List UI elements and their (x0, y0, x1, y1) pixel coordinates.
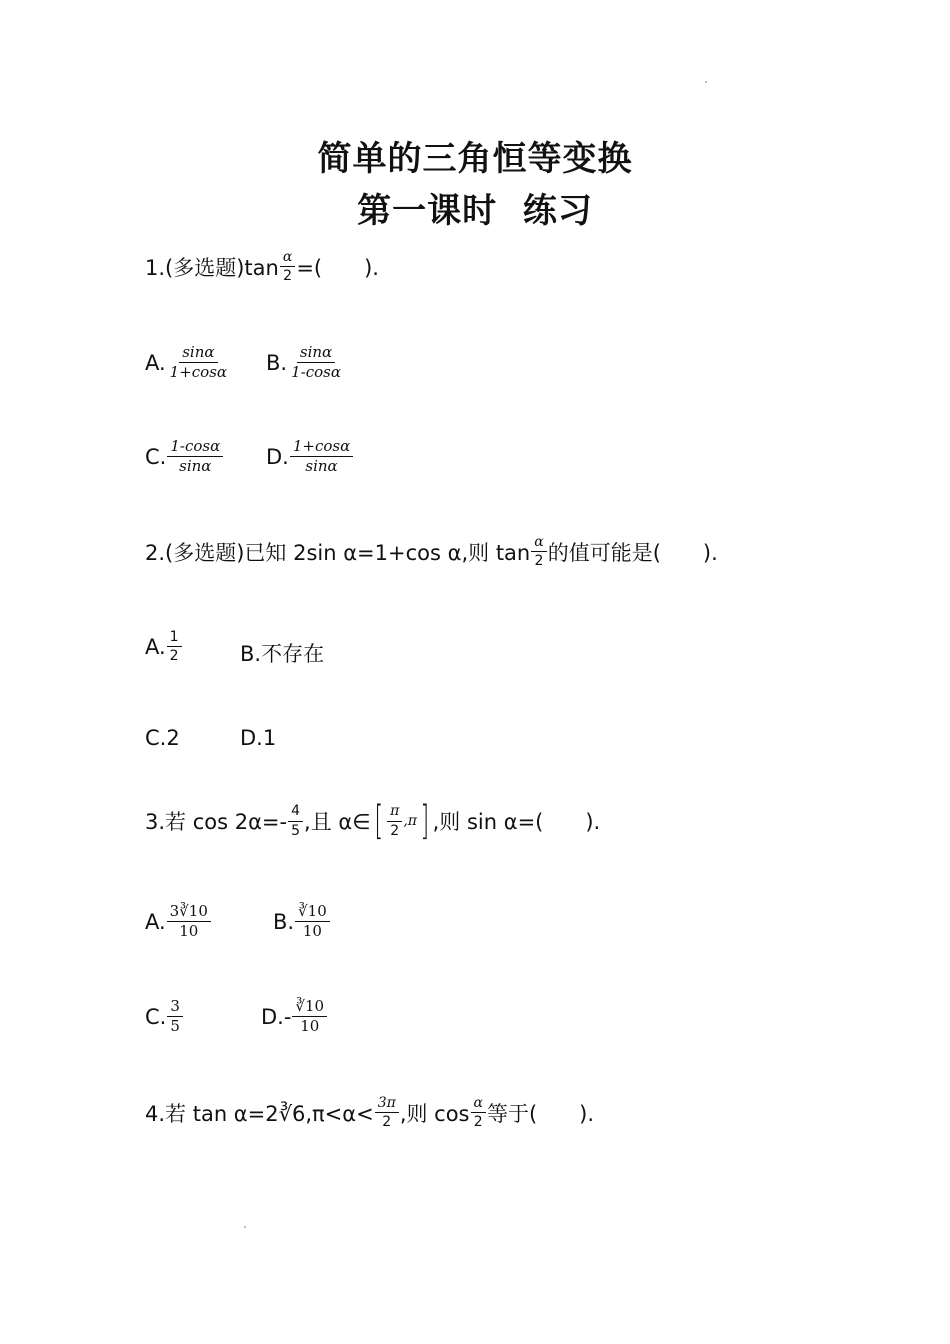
q2-suffix: 的值可能是( ). (547, 540, 718, 565)
frac-den: 5 (170, 1017, 180, 1036)
frac-num: sinα (297, 344, 335, 363)
frac-den: 10 (300, 1017, 320, 1036)
q2-frac-den: 2 (534, 553, 544, 570)
frac-num: 3 (167, 998, 183, 1017)
frac-num: 1+cosα (290, 438, 353, 457)
option-fraction (167, 438, 223, 476)
q3-mid: ,且 α∈ (304, 810, 371, 834)
q1-option-c[interactable] (145, 438, 224, 476)
left-bracket: [ (374, 798, 383, 844)
q1-frac-den: 2 (283, 268, 293, 285)
frac-num: sinα (179, 344, 217, 363)
q1-option-b[interactable] (266, 344, 345, 382)
frac-num: 3∛10 (167, 903, 211, 922)
frac-den: 10 (179, 922, 199, 941)
q3-frac-num: 4 (288, 803, 303, 821)
question-2 (145, 534, 718, 569)
q4-frac1-num: 3π (375, 1095, 399, 1113)
q3-suffix: ,则 sin α=( ). (432, 810, 601, 834)
q3-option-a[interactable] (145, 903, 212, 941)
q3-option-d[interactable] (261, 998, 328, 1036)
q3-int-sep: ,π (403, 813, 417, 829)
frac-den: 1-cosα (291, 363, 341, 382)
option-fraction (288, 344, 344, 382)
frac-den: sinα (179, 457, 212, 476)
q3-frac-den: 5 (291, 822, 301, 839)
q4-prefix: 4.若 tan α=2∛6,π<α< (145, 1101, 374, 1126)
q3-option-b[interactable] (273, 903, 331, 941)
q3-interval-fraction (387, 803, 402, 838)
frac-den: sinα (305, 457, 338, 476)
option-label: B. (273, 909, 295, 934)
frac-den: 1+cosα (169, 363, 228, 382)
q4-frac2-den: 2 (473, 1114, 483, 1131)
scan-dot-bottom (244, 1226, 246, 1228)
option-fraction (290, 438, 353, 476)
q2-frac-num: α (531, 534, 546, 552)
page-title: 简单的三角恒等变换 (317, 139, 633, 179)
q4-frac2-num: α (471, 1095, 486, 1113)
q2-option-b[interactable]: B.不存在 (240, 642, 325, 666)
option-fraction (167, 903, 211, 941)
frac-num: ∛10 (295, 903, 330, 922)
option-fraction (167, 998, 183, 1036)
question-1 (145, 249, 379, 284)
option-label: A. (145, 634, 166, 659)
q3-int-num: π (387, 803, 402, 821)
option-label: D.- (261, 1004, 292, 1029)
q1-option-a[interactable] (145, 344, 231, 382)
right-bracket: ] (420, 798, 430, 844)
q4-fraction-1 (375, 1095, 399, 1130)
q2-option-d[interactable]: D.1 (240, 726, 277, 750)
q4-mid: ,则 cos (399, 1101, 470, 1126)
q3-fraction (288, 803, 303, 838)
q1-suffix: =( ). (296, 255, 379, 280)
option-label: C. (145, 1004, 167, 1029)
option-label: A. (145, 909, 166, 934)
q2-option-a[interactable] (145, 629, 183, 664)
q2-prefix: 2.(多选题)已知 2sin α=1+cos α,则 tan (145, 540, 531, 565)
option-fraction (167, 344, 230, 382)
option-label: B. (266, 350, 288, 375)
q1-fraction (280, 249, 295, 284)
q4-frac1-den: 2 (382, 1114, 392, 1131)
q4-suffix: 等于( ). (486, 1101, 595, 1126)
q2-option-c[interactable]: C.2 (145, 726, 180, 750)
option-label: C. (145, 444, 167, 469)
option-label: A. (145, 350, 166, 375)
frac-den: 10 (302, 922, 322, 941)
q3-prefix: 3.若 cos 2α=- (145, 810, 288, 834)
question-3 (145, 798, 601, 844)
q1-option-d[interactable] (266, 438, 354, 476)
q1-frac-num: α (280, 249, 295, 267)
frac-num: 1-cosα (167, 438, 223, 457)
question-4 (145, 1095, 594, 1130)
q2-fraction (531, 534, 546, 569)
q3-option-c[interactable] (145, 998, 184, 1036)
q3-int-den: 2 (390, 822, 400, 839)
option-fraction (292, 998, 327, 1036)
frac-den: 2 (169, 648, 179, 665)
option-fraction (167, 629, 182, 664)
frac-num: 1 (167, 629, 182, 647)
frac-num: ∛10 (292, 998, 327, 1017)
q4-fraction-2 (471, 1095, 486, 1130)
option-label: D. (266, 444, 289, 469)
scan-dot-top (705, 81, 707, 83)
option-fraction (295, 903, 330, 941)
page-subtitle: 第一课时 练习 (357, 191, 593, 231)
q1-prefix: 1.(多选题)tan (145, 255, 279, 280)
q3-interval (386, 803, 417, 838)
